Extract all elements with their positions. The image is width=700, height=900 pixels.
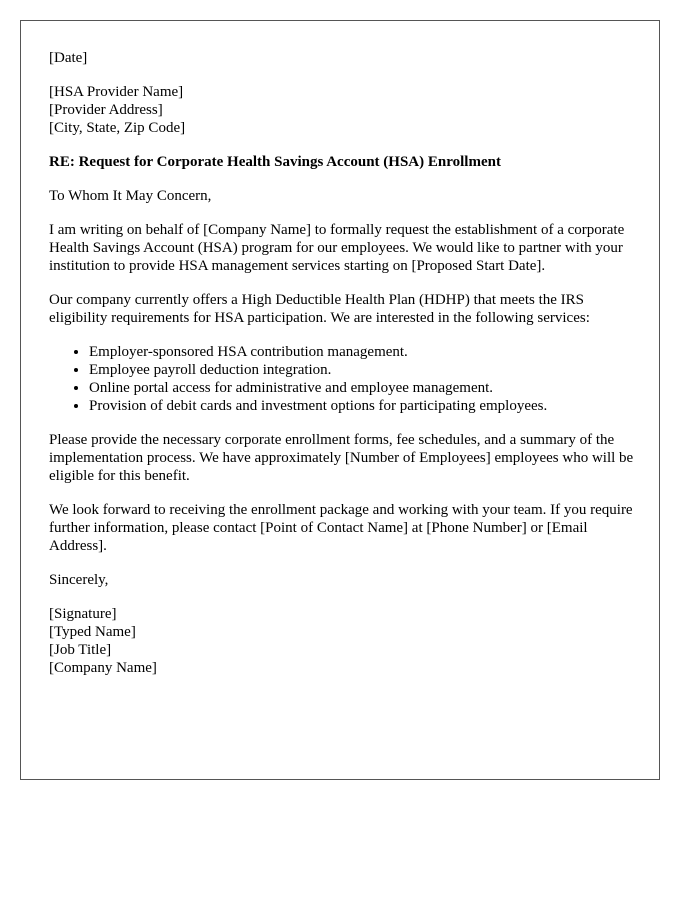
typed-name: [Typed Name] bbox=[49, 624, 136, 640]
list-item: • Provision of debit cards and investment options for participating employees. bbox=[89, 397, 639, 415]
salutation: To Whom It May Concern, bbox=[49, 188, 212, 204]
body-paragraph-4: We look forward to receiving the enrollment package and working with your team. If you require further information, please contact [Point of Contact Name] at [Phone Number] or [Email Address]. bbox=[49, 502, 633, 554]
recipient-address: [Provider Address] bbox=[49, 102, 163, 118]
subject-line: RE: Request for Corporate Health Savings Account (HSA) Enrollment bbox=[49, 154, 501, 170]
list-item: • Employee payroll deduction integration. bbox=[89, 361, 639, 379]
body-paragraph-3: Please provide the necessary corporate enrollment forms, fee schedules, and a summary of the implementation process. We have approximately [Number of Employees] employees who will be eligible for this benefit. bbox=[49, 432, 634, 484]
services-list bbox=[49, 343, 639, 415]
body-paragraph-1: I am writing on behalf of [Company Name] to formally request the establishment of a corporate Health Savings Account (HSA) program for our employees. We would like to partner with your institution to provide HSA management services starting on [Proposed Start Date]. bbox=[49, 222, 625, 274]
signature-placeholder: [Signature] bbox=[49, 606, 117, 622]
list-item: • Employer-sponsored HSA contribution management. bbox=[89, 343, 639, 361]
recipient-city-state-zip: [City, State, Zip Code] bbox=[49, 120, 186, 136]
recipient-name: [HSA Provider Name] bbox=[49, 84, 184, 100]
body-paragraph-2: Our company currently offers a High Deductible Health Plan (HDHP) that meets the IRS eligibility requirements for HSA participation. We are interested in the following services: bbox=[49, 292, 590, 326]
recipient-address-block bbox=[49, 83, 639, 137]
signature-block bbox=[49, 605, 639, 677]
letter-date: [Date] bbox=[49, 50, 88, 66]
letter-page bbox=[20, 20, 660, 780]
closing: Sincerely, bbox=[49, 572, 109, 588]
letter-body bbox=[49, 49, 639, 693]
job-title: [Job Title] bbox=[49, 642, 112, 658]
list-item: • Online portal access for administrative and employee management. bbox=[89, 379, 639, 397]
company-name: [Company Name] bbox=[49, 660, 157, 676]
